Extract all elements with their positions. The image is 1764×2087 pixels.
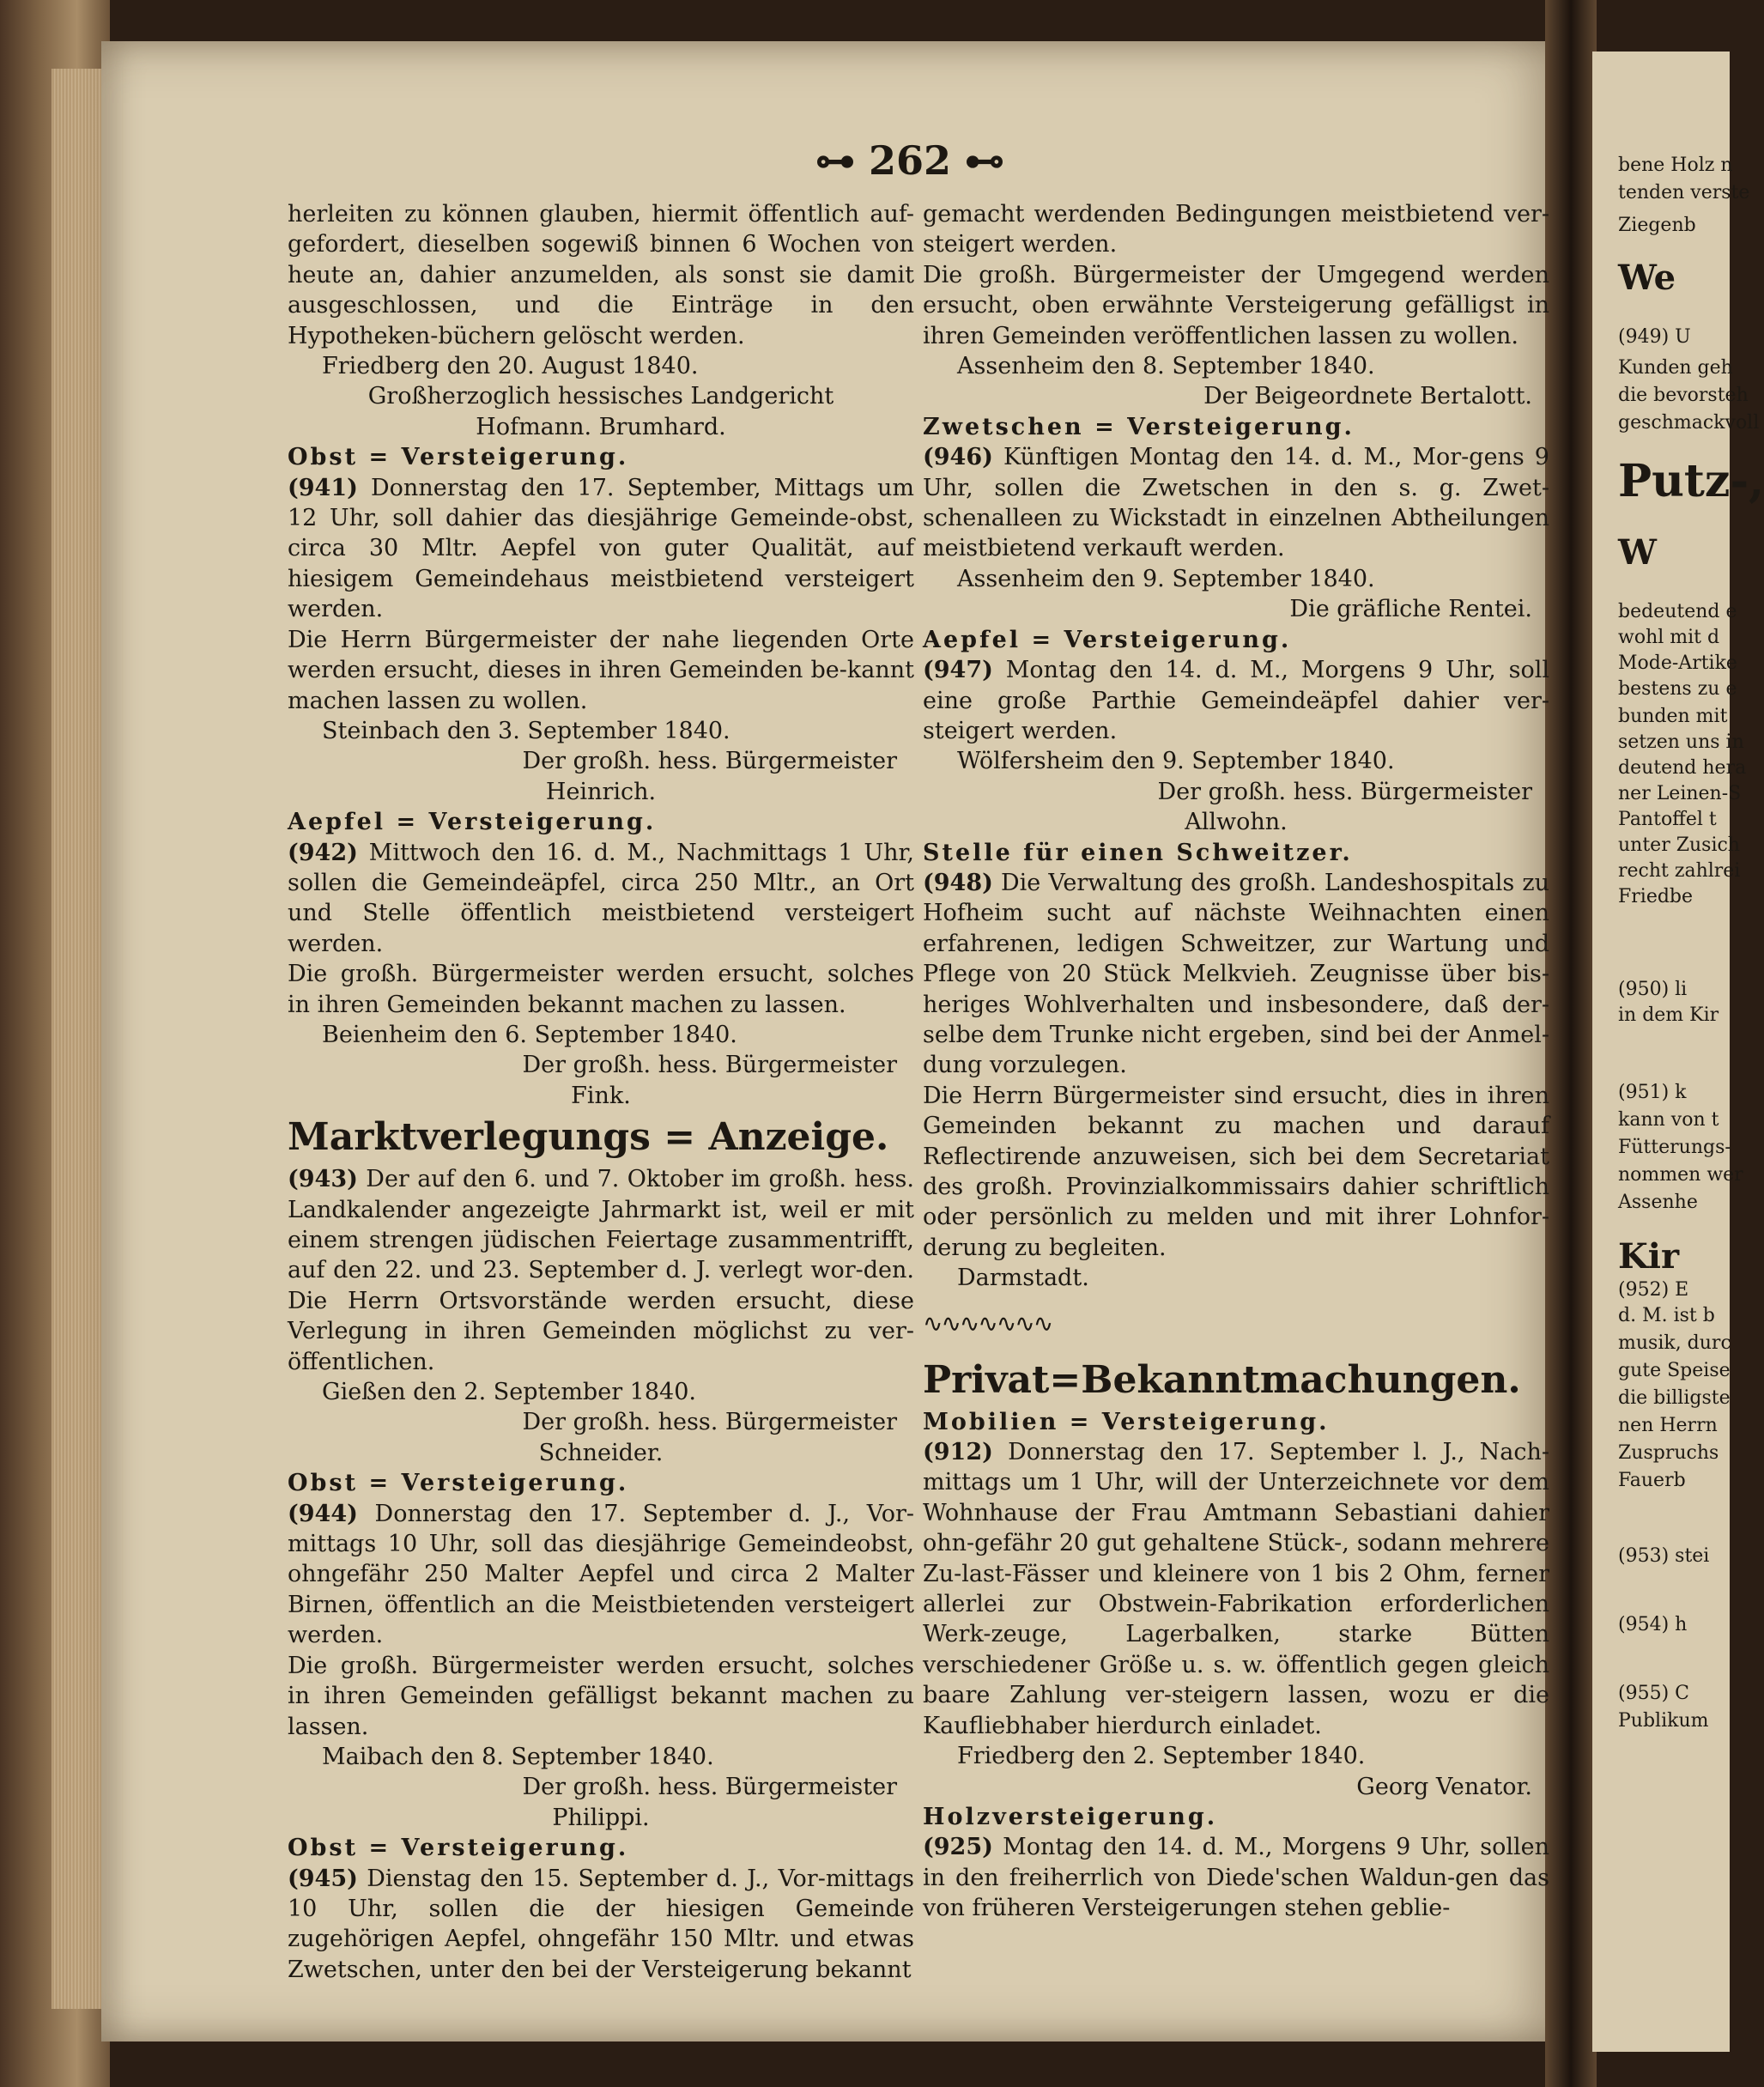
text-paragraph <box>288 1407 914 1437</box>
paragraph-text: Mittwoch den 16. d. M., Nachmittags 1 Uhr, sollen die Gemeindeäpfel, circa 250 Mltr., an Ort und Stelle öffentlich meistbietend versteigert werden. <box>288 839 914 957</box>
notice-number: (947) <box>923 657 993 684</box>
paragraph-text: Großherzoglich hessisches Landgericht <box>367 383 834 410</box>
paragraph-text: Friedberg den 2. September 1840. <box>957 1743 1366 1770</box>
major-heading <box>923 1354 1549 1407</box>
text-paragraph <box>288 1742 914 1772</box>
adjacent-page-text: Publikum <box>1618 1710 1709 1732</box>
paragraph-text: Friedberg den 20. August 1840. <box>322 353 699 380</box>
paragraph-text: Montag den 14. d. M., Morgens 9 Uhr, soll eine große Parthie Gemeindeäpfel dahier ver-steigert werden. <box>923 657 1549 744</box>
page-number-ornament-left: ⊶ <box>815 137 855 184</box>
paragraph-text: Steinbach den 3. September 1840. <box>322 717 730 744</box>
paragraph-text: Donnerstag den 17. September, Mittags um 12 Uhr, soll dahier das diesjährige Gemeinde-obst, circa 30 Mltr. Aepfel von guter Qualität, auf hiesigem Gemeindehaus meistbietend versteigert werden. <box>288 474 914 623</box>
adjacent-page-text: wohl mit d <box>1618 627 1720 648</box>
paragraph-text: Philippi. <box>552 1804 650 1831</box>
text-paragraph <box>288 1081 914 1111</box>
paragraph-text: gemacht werdenden Bedingungen meistbietend ver-steigert werden. <box>923 201 1549 258</box>
text-paragraph <box>923 807 1549 837</box>
notice-number: (942) <box>288 839 358 866</box>
text-paragraph <box>923 868 1549 1081</box>
text-paragraph <box>923 442 1549 564</box>
section-heading <box>923 625 1549 655</box>
section-heading <box>288 1468 914 1498</box>
adjacent-page-text: W <box>1618 532 1657 573</box>
text-paragraph <box>288 1377 914 1407</box>
text-paragraph <box>923 260 1549 351</box>
paragraph-text: Der großh. hess. Bürgermeister <box>522 1774 897 1801</box>
paragraph-text: Holzversteigerung. <box>923 1803 1218 1830</box>
paragraph-text: Die Herrn Bürgermeister sind ersucht, dies in ihren Gemeinden bekannt zu machen und darauf Reflectirende anzuweisen, sich bei dem Secretariat des großh. Provinzialkommissairs dahier schriftlich oder persönlich zu melden und mit ihrer Lohnfor-derung zu begleiten. <box>923 1082 1549 1261</box>
text-paragraph <box>923 1772 1549 1802</box>
paragraph-text: Schneider. <box>538 1439 664 1466</box>
adjacent-page-text: recht zahlrei <box>1618 860 1741 882</box>
paragraph-text: Der großh. hess. Bürgermeister <box>1157 778 1532 805</box>
paragraph-text: Heinrich. <box>545 778 657 805</box>
notice-number: (944) <box>288 1500 358 1527</box>
paragraph-text: ∿∿∿∿∿∿∿ <box>923 1308 1052 1338</box>
adjacent-page-text: Kunden geh <box>1618 357 1733 379</box>
text-paragraph <box>923 1081 1549 1263</box>
adjacent-page-text: Kir <box>1618 1236 1680 1277</box>
adjacent-page-text: kann von t <box>1618 1109 1719 1131</box>
paragraph-text: Aepfel = Versteigerung. <box>923 626 1292 653</box>
adjacent-page-text: (954) h <box>1618 1614 1688 1635</box>
adjacent-page-text: bedeutend e <box>1618 601 1737 622</box>
paragraph-text: Georg Venator. <box>1356 1773 1532 1800</box>
adjacent-page-text: bestens zu e <box>1618 678 1737 700</box>
paragraph-text: Wölfersheim den 9. September 1840. <box>957 748 1395 775</box>
text-paragraph <box>288 1499 914 1651</box>
adjacent-page-text: Putz-, <box>1618 455 1764 507</box>
text-paragraph <box>923 564 1549 594</box>
adjacent-page-text: die bevorsteh <box>1618 385 1749 406</box>
text-paragraph <box>923 1832 1549 1923</box>
paragraph-text: Stelle für einen Schweitzer. <box>923 839 1353 866</box>
text-paragraph <box>288 1651 914 1742</box>
adjacent-page-text: tenden verste <box>1618 182 1750 203</box>
text-paragraph <box>288 716 914 746</box>
adjacent-page-text: (951) k <box>1618 1082 1687 1103</box>
adjacent-page-text: nen Herrn <box>1618 1415 1718 1436</box>
page-number <box>807 137 1013 184</box>
right-column <box>923 199 1549 1924</box>
text-paragraph <box>288 1050 914 1080</box>
paragraph-text: Fink. <box>571 1082 631 1109</box>
text-paragraph <box>923 351 1549 381</box>
adjacent-page-text: (950) li <box>1618 979 1688 1000</box>
paragraph-text: Die Herrn Bürgermeister der nahe liegenden Orte werden ersucht, dieses in ihren Gemeinden be-kannt machen lassen zu wollen. <box>288 626 914 714</box>
adjacent-page-text: Assenhe <box>1618 1192 1698 1213</box>
text-paragraph <box>923 1437 1549 1741</box>
text-paragraph <box>288 199 914 351</box>
paragraph-text: Obst = Versteigerung. <box>288 444 629 471</box>
adjacent-page-text: setzen uns in <box>1618 731 1744 753</box>
text-paragraph <box>288 1864 914 1986</box>
text-paragraph <box>288 1772 914 1802</box>
adjacent-page-text: unter Zusich <box>1618 834 1740 856</box>
text-paragraph <box>288 1803 914 1833</box>
paragraph-text: Die großh. Bürgermeister werden ersucht, solches in ihren Gemeinden gefälligst bekannt machen zu lassen. <box>288 1652 914 1740</box>
adjacent-page-text: (952) E <box>1618 1279 1689 1301</box>
text-paragraph <box>923 381 1549 411</box>
text-paragraph <box>923 746 1549 776</box>
paragraph-text: Obst = Versteigerung. <box>288 1470 629 1497</box>
text-paragraph <box>288 1438 914 1468</box>
paragraph-text: Künftigen Montag den 14. d. M., Mor-gens 9 Uhr, sollen die Zwetschen in den s. g. Zwet-schenalleen zu Wickstadt in einzelnen Abtheilungen meistbietend verkauft werden. <box>923 444 1549 562</box>
text-paragraph <box>288 625 914 716</box>
paragraph-text: Montag den 14. d. M., Morgens 9 Uhr, sollen in den freiherrlich von Diede'schen Waldun-gen das von früheren Versteigerungen stehen geblie- <box>923 1834 1549 1922</box>
paragraph-text: Die großh. Bürgermeister werden ersucht, solches in ihren Gemeinden bekannt machen zu lassen. <box>288 961 914 1018</box>
adjacent-page-text: ner Leinen-S <box>1618 783 1742 804</box>
paragraph-text: Hofmann. Brumhard. <box>476 413 726 440</box>
notice-number: (946) <box>923 444 993 471</box>
section-heading <box>923 412 1549 442</box>
paragraph-text: herleiten zu können glauben, hiermit öffentlich auf-gefordert, dieselben sogewiß binnen 6 Wochen von heute an, dahier anzumelden, als sonst sie damit ausgeschlossen, und die Einträge in den Hypotheken-büchern gelöscht werden. <box>288 201 914 349</box>
adjacent-page-text: d. M. ist b <box>1618 1305 1715 1326</box>
section-heading <box>923 1802 1549 1832</box>
adjacent-page-text: (949) U <box>1618 326 1691 348</box>
text-paragraph <box>288 777 914 807</box>
text-paragraph <box>288 1164 914 1377</box>
paragraph-text: Der großh. hess. Bürgermeister <box>522 1052 897 1079</box>
adjacent-page-text: (955) C <box>1618 1683 1689 1704</box>
notice-number: (943) <box>288 1166 358 1193</box>
adjacent-page-text: deutend hera <box>1618 757 1747 779</box>
adjacent-page-text: bunden mit <box>1618 706 1728 727</box>
paragraph-text: Donnerstag den 17. September l. J., Nach-mittags um 1 Uhr, will der Unterzeichnete vor dem Wohnhause der Frau Amtmann Sebastiani dahier ohn-gefähr 20 gut gehaltene Stück-, sodann mehrere Zu-last-Fässer und kleinere von 1 bis 2 Ohm, ferner allerlei zur Obstwein-Fabrikation erforderlichen Werk-zeuge, Lagerbalken, starke Bütten verschiedener Größe u. s. w. öffentlich gegen gleich baare Zahlung ver-steigern lassen, wozu er die Kaufliebhaber hierdurch einladet. <box>923 1439 1549 1739</box>
text-paragraph <box>923 594 1549 624</box>
text-paragraph <box>288 838 914 960</box>
page-stack-edge <box>52 69 103 2009</box>
adjacent-page-text: nommen wer <box>1618 1164 1743 1186</box>
left-column <box>288 199 914 1985</box>
text-paragraph <box>923 1263 1549 1293</box>
page-number-value: 262 <box>868 137 952 184</box>
paragraph-text: Donnerstag den 17. September d. J., Vor-mittags 10 Uhr, soll das diesjährige Gemeindeobst, ohngefähr 250 Malter Aepfel und circa 2 Malter Birnen, öffentlich an die Meistbietenden versteigert werden. <box>288 1500 914 1649</box>
notice-number: (912) <box>923 1439 993 1466</box>
adjacent-page-text: musik, durc <box>1618 1332 1731 1354</box>
text-paragraph <box>923 655 1549 746</box>
notice-number: (945) <box>288 1865 358 1892</box>
paragraph-text: Privat=Bekanntmachungen. <box>923 1357 1521 1402</box>
paragraph-text: Darmstadt. <box>957 1265 1089 1292</box>
adjacent-page-text: in dem Kir <box>1618 1004 1719 1026</box>
text-paragraph <box>923 1741 1549 1771</box>
text-paragraph <box>288 381 914 411</box>
text-paragraph <box>288 746 914 776</box>
paragraph-text: Maibach den 8. September 1840. <box>322 1743 714 1770</box>
paragraph-text: Der großh. hess. Bürgermeister <box>522 1409 897 1436</box>
adjacent-page-text: gute Speise <box>1618 1360 1731 1381</box>
notice-number: (925) <box>923 1834 993 1861</box>
paragraph-text: Der auf den 6. und 7. Oktober im großh. hess. Landkalender angezeigte Jahrmarkt ist, weil er mit einem strengen jüdischen Feiertage zusammentrifft, auf den 22. und 23. September d. J. verlegt wor-den. Die Herrn Ortsvorstände werden ersucht, diese Verlegung in ihren Gemeinden möglichst zu ver-öffentlichen. <box>288 1166 914 1375</box>
paragraph-text: Zwetschen = Versteigerung. <box>923 413 1355 440</box>
adjacent-page-text: geschmackvoll <box>1618 412 1760 434</box>
adjacent-page-text: Pantoffel t <box>1618 809 1717 830</box>
text-paragraph <box>288 412 914 442</box>
adjacent-page-text: We <box>1618 258 1676 298</box>
section-heading <box>288 442 914 472</box>
paragraph-text: Die Verwaltung des großh. Landeshospitals zu Hofheim sucht auf nächste Weihnachten einen erfahrenen, ledigen Schweitzer, zur Wartung und Pflege von 20 Stück Melkvieh. Zeugnisse über bis-heriges Wohlverhalten und insbesondere, daß der-selbe dem Trunke nicht ergeben, sind bei der Anmel-dung vorzulegen. <box>923 869 1549 1079</box>
paragraph-text: Allwohn. <box>1185 809 1288 836</box>
paragraph-text: Mobilien = Versteigerung. <box>923 1408 1330 1435</box>
text-paragraph <box>923 777 1549 807</box>
section-heading <box>923 838 1549 868</box>
page-number-ornament-right: ⊷ <box>965 137 1005 184</box>
adjacent-page-text: bene Holz n <box>1618 155 1733 176</box>
adjacent-page-text: Mode-Artike <box>1618 652 1737 674</box>
adjacent-page-text: die billigste <box>1618 1387 1731 1409</box>
text-paragraph <box>923 199 1549 260</box>
text-paragraph <box>288 473 914 625</box>
section-heading <box>288 807 914 837</box>
section-heading <box>288 1833 914 1863</box>
paragraph-text: Die großh. Bürgermeister der Umgegend werden ersucht, oben erwähnte Versteigerung gefälligst in ihren Gemeinden veröffentlichen lassen zu wollen. <box>923 261 1549 349</box>
paragraph-text: Die gräfliche Rentei. <box>1289 596 1532 623</box>
notice-number: (941) <box>288 474 358 501</box>
adjacent-page-text: Ziegenb <box>1618 215 1696 236</box>
paragraph-text: Dienstag den 15. September d. J., Vor-mittags 10 Uhr, sollen die der hiesigen Gemeinde zugehörigen Aepfel, ohngefähr 150 Mltr. und etwas Zwetschen, unter den bei der Versteigerung bekannt <box>288 1865 914 1983</box>
text-paragraph <box>288 959 914 1020</box>
paragraph-text: Assenheim den 8. September 1840. <box>957 353 1375 380</box>
paragraph-text: Aepfel = Versteigerung. <box>288 809 657 836</box>
major-heading <box>288 1111 914 1164</box>
paragraph-text: Der Beigeordnete Bertalott. <box>1203 383 1532 410</box>
text-paragraph <box>288 1020 914 1050</box>
adjacent-page-text: Fauerb <box>1618 1470 1686 1491</box>
adjacent-page-fragment <box>1592 52 1764 2052</box>
paragraph-text: Marktverlegungs = Anzeige. <box>288 1115 889 1160</box>
book-gutter <box>1545 0 1597 2087</box>
text-paragraph <box>288 351 914 381</box>
paragraph-text: Obst = Versteigerung. <box>288 1835 629 1862</box>
adjacent-page-text: (953) stei <box>1618 1545 1710 1567</box>
adjacent-page-text: Zuspruchs <box>1618 1442 1719 1464</box>
adjacent-page-text: Fütterungs- <box>1618 1137 1731 1158</box>
paragraph-text: Assenheim den 9. September 1840. <box>957 565 1375 592</box>
section-heading <box>923 1407 1549 1437</box>
notice-number: (948) <box>923 869 993 896</box>
paragraph-text: Der großh. hess. Bürgermeister <box>522 748 897 775</box>
paragraph-text: Gießen den 2. September 1840. <box>322 1379 696 1406</box>
divider-ornament <box>923 1294 1549 1354</box>
adjacent-page-text: Friedbe <box>1618 886 1694 907</box>
paragraph-text: Beienheim den 6. September 1840. <box>322 1021 737 1048</box>
